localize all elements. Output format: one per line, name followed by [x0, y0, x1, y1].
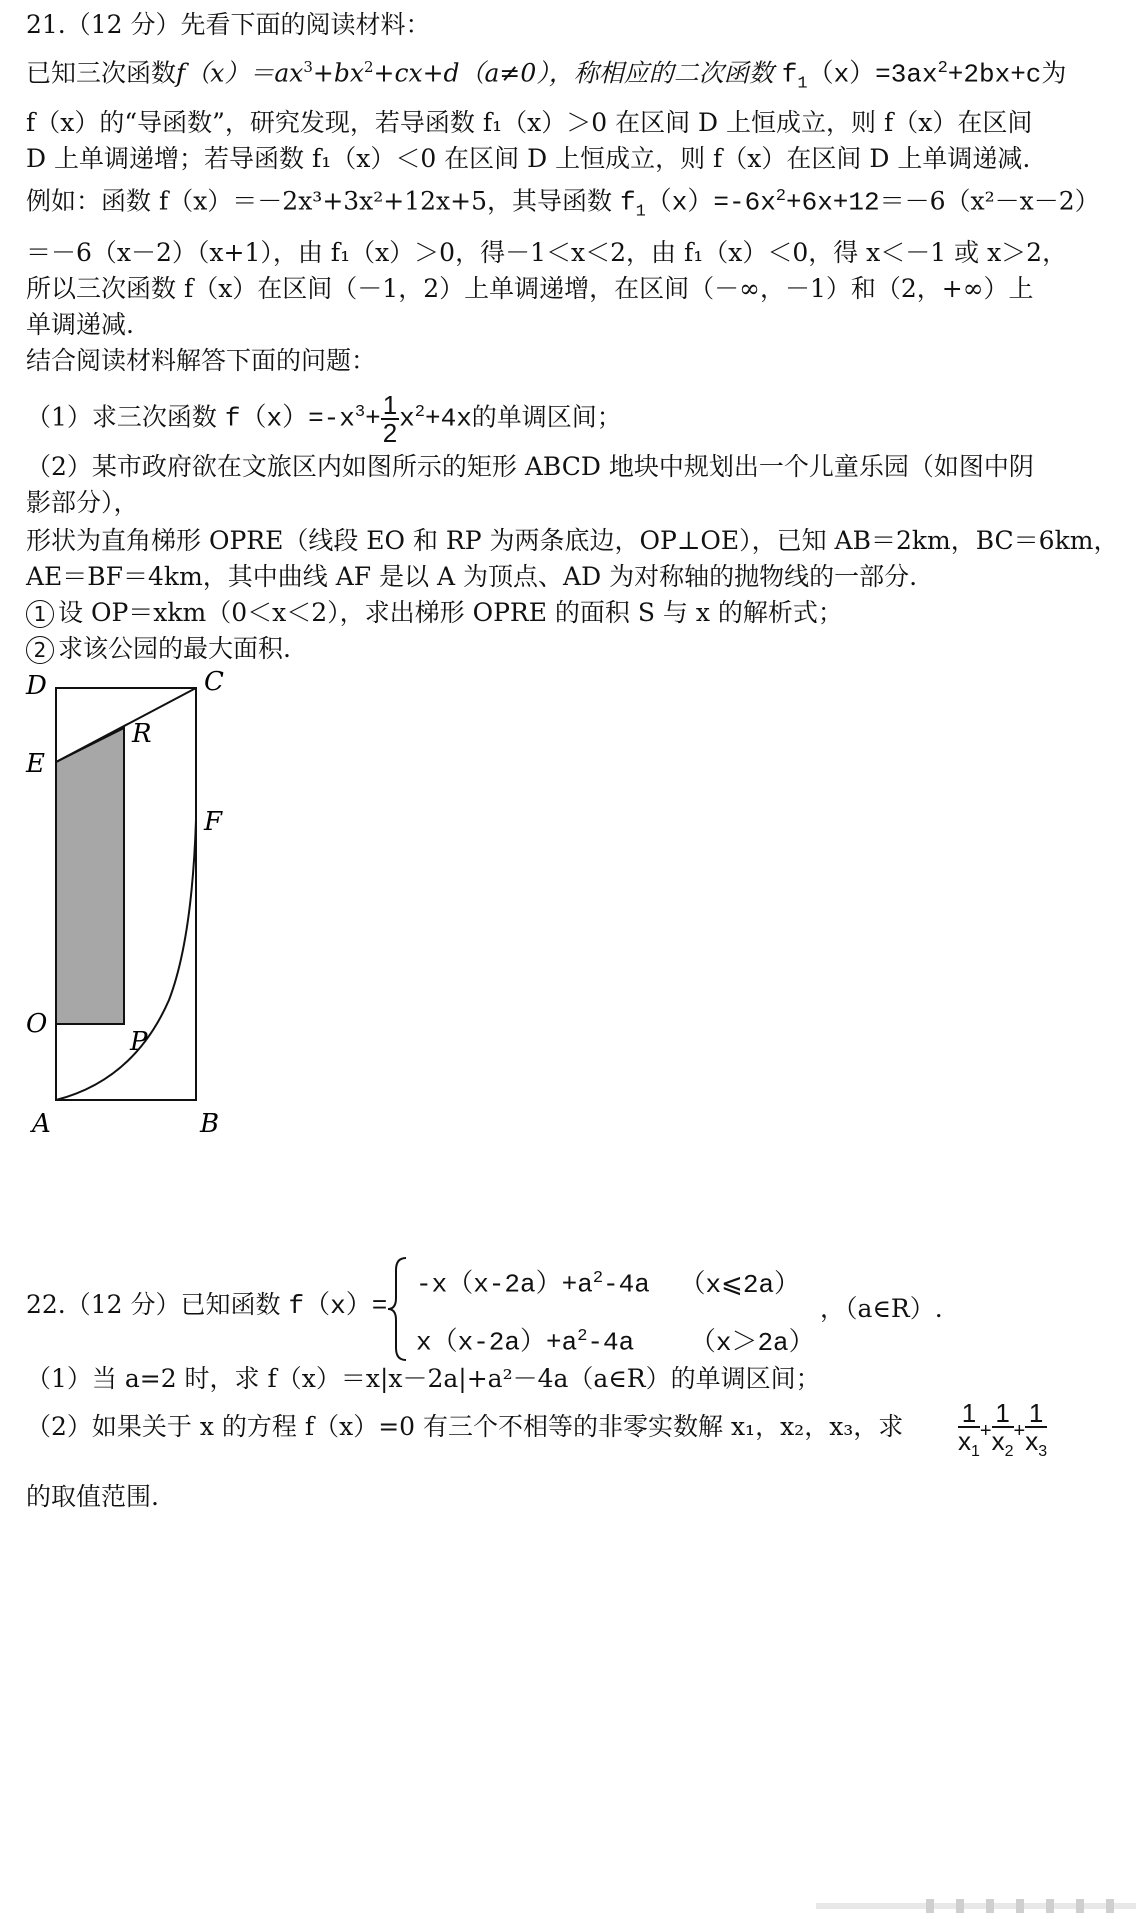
q22-part2-end: 的取值范围.	[26, 1482, 159, 1511]
q21-line4: 例如：函数 f（x）＝－2x³+3x²+12x+5，其导函数 $f_1(x)=-6x^2+6x+12=-6(x^2-x-2)$	[26, 186, 1100, 222]
q21-sub2: 2 求该公园的最大面积.	[26, 634, 291, 664]
piecewise-case2: $x(x-2a)+a^2-4a$ （x＞2a）	[416, 1327, 815, 1358]
q22-part1: （1）当 a=2 时，求 f（x）＝x|x－2a|+a²－4a（a∈R）的单调区间；	[26, 1364, 821, 1393]
label-d: D	[26, 671, 47, 701]
q21-line3: D 上单调递增；若导函数 f₁（x）＜0 在区间 D 上恒成立，则 f（x）在区间 D 上单调递减.	[26, 144, 1031, 173]
q21-line2: f（x）的“导函数”，研究发现，若导函数 f₁（x）＞0 在区间 D 上恒成立，则 f（x）在区间	[26, 108, 1033, 137]
circled-number-1: 1	[26, 600, 54, 628]
piecewise-brace	[386, 1254, 410, 1364]
circled-number-2: 2	[26, 636, 54, 664]
label-o: O	[26, 1009, 48, 1039]
shaded-trapezoid-opre	[56, 728, 124, 1024]
label-a: A	[32, 1109, 51, 1139]
q21-part2-line1: （2）某市政府欲在文旅区内如图所示的矩形 ABCD 地块中规划出一个儿童乐园（如图中阴	[26, 452, 1034, 481]
q21-sub1: 1 设 OP＝xkm（0＜x＜2），求出梯形 OPRE 的面积 S 与 x 的解析式；	[26, 598, 843, 628]
label-r: R	[132, 719, 152, 749]
q21-line6: 所以三次函数 f（x）在区间（－1，2）上单调递增，在区间（－∞，－1）和（2，+∞）上	[26, 274, 1034, 303]
q21-title: 21.（12 分）先看下面的阅读材料：	[26, 10, 431, 39]
q22-part2: （2）如果关于 x 的方程 f（x）=0 有三个不相等的非零实数解 x₁，x₂，x₃，求	[26, 1412, 904, 1441]
sum-of-reciprocals: $\frac{1}{x_1}$ + $\frac{1}{x_2}$ + $\frac{1}{x_3}$	[958, 1398, 1048, 1461]
q21-part2-line2: 影部分），	[26, 488, 139, 517]
q21-line1: 已知三次函数$f(x)=ax^3+bx^2+cx+d(a\ne 0)$，称相应的二次函数 $f_1(x)=3ax^2+2bx+c$为	[26, 58, 1067, 94]
q21-line5: ＝－6（x－2）（x+1），由 f₁（x）＞0，得－1＜x＜2，由 f₁（x）＜0，得 x＜－1 或 x＞2，	[26, 238, 1068, 267]
label-p: P	[130, 1027, 148, 1057]
label-e: E	[26, 749, 45, 779]
fraction-one-half: $\frac{1}{2}$	[382, 390, 398, 448]
q21-part2-line3: 形状为直角梯形 OPRE（线段 EO 和 RP 为两条底边，OP⊥OE），已知 AB＝2km，BC＝6km，	[26, 526, 1119, 555]
label-f: F	[204, 807, 223, 837]
q21-part1: （1）求三次函数 $f(x)=-x^3+$ $\frac{1}{2}$ $x^2+4x$的单调区间；	[26, 390, 622, 448]
geometry-diagram	[24, 660, 254, 1140]
q22-title: 22.（12 分）已知函数 f（x）=	[26, 1290, 388, 1321]
label-c: C	[204, 667, 224, 697]
q22-domain: ，（a∈R）.	[820, 1294, 943, 1323]
q21-line8: 结合阅读材料解答下面的问题：	[26, 346, 377, 375]
q21-part2-line4: AE＝BF＝4km，其中曲线 AF 是以 A 为顶点、AD 为对称轴的抛物线的一部分.	[26, 562, 918, 591]
label-b: B	[200, 1109, 220, 1139]
piecewise-case1: $-x(x-2a)+a^2-4a$ （x⩽2a）	[416, 1269, 801, 1300]
bottom-toolbar-decoration	[816, 1899, 1136, 1913]
q21-line7: 单调递减.	[26, 310, 134, 339]
segment-ec	[56, 688, 196, 762]
